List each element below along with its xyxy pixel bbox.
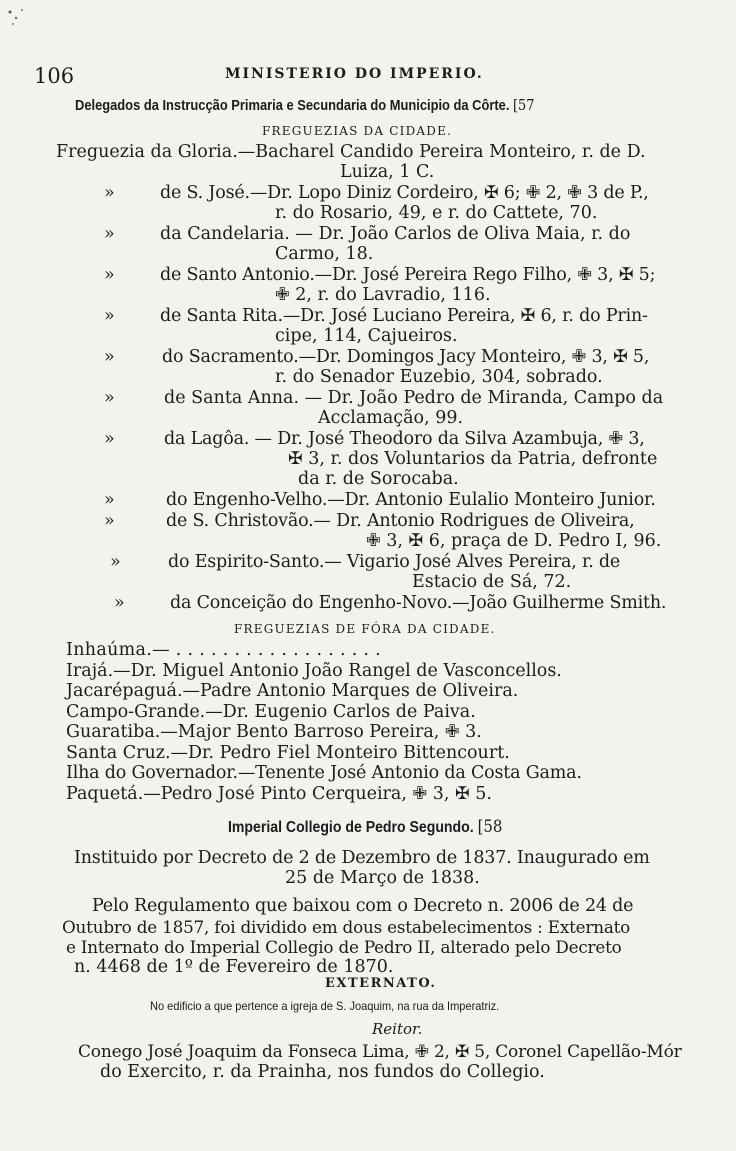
externato-heading: EXTERNATO. [325, 976, 437, 991]
city-line-5: Carmo, 18. [275, 244, 374, 264]
running-title: MINISTERIO DO IMPERIO. [225, 66, 484, 82]
ditto-mark: » [104, 429, 115, 449]
outside-line-4: Guaratiba.—Major Bento Barroso Pereira, ✙ 3. [66, 722, 482, 742]
city-line-18: de S. Christovão.— Dr. Antonio Rodrigues de Oliveira, [166, 511, 635, 531]
section-title [75, 96, 534, 114]
college-para2-line-0: Pelo Regulamento que baixou com o Decreto n. 2006 de 24 de [92, 896, 634, 916]
ditto-mark: » [104, 265, 115, 285]
city-line-4: da Candelaria. — Dr. João Carlos de Oliva Maia, r. do [160, 224, 631, 244]
ditto-mark: » [104, 511, 115, 531]
ditto-mark: » [104, 347, 115, 367]
city-line-15: ✠ 3, r. dos Voluntarios da Patria, defronte [288, 449, 658, 469]
city-line-17: do Engenho-Velho.—Dr. Antonio Eulalio Monteiro Junior. [166, 490, 656, 510]
ditto-mark: » [104, 490, 115, 510]
city-line-20: do Espirito-Santo.— Vigario José Alves Pereira, r. de [168, 552, 621, 572]
city-line-6: de Santo Antonio.—Dr. José Pereira Rego Filho, ✙ 3, ✠ 5; [160, 265, 656, 285]
city-line-11: r. do Senador Euzebio, 304, sobrado. [275, 367, 603, 387]
city-line-1: Luiza, 1 C. [340, 162, 435, 182]
outside-line-6: Ilha do Governador.—Tenente José Antonio da Costa Gama. [66, 763, 582, 783]
college-para2-line-1: Outubro de 1857, foi dividido em dous estabelecimentos : Externato [62, 917, 631, 937]
city-line-8: de Santa Rita.—Dr. José Luciano Pereira, ✠ 6, r. do Prin- [160, 306, 648, 326]
reitor-line-0: Conego José Joaquim da Fonseca Lima, ✙ 2, ✠ 5, Coronel Capellão-Mór [78, 1042, 682, 1062]
city-line-13: Acclamação, 99. [318, 408, 464, 428]
ditto-mark: » [110, 552, 121, 572]
ditto-mark: » [104, 388, 115, 408]
outside-line-3: Campo-Grande.—Dr. Eugenio Carlos de Paiva. [66, 702, 476, 722]
externato-note: No edificio a que pertence a igreja de S. Joaquim, na rua da Imperatriz. [150, 999, 500, 1013]
outside-line-5: Santa Cruz.—Dr. Pedro Fiel Monteiro Bittencourt. [66, 743, 510, 763]
college-para2-line-2: e Internato do Imperial Collegio de Pedro II, alterado pelo Decreto [66, 937, 622, 957]
outside-line-1: Irajá.—Dr. Miguel Antonio João Rangel de Vasconcellos. [66, 661, 562, 681]
college-number: [58 [477, 817, 503, 837]
city-line-2: de S. José.—Dr. Lopo Diniz Cordeiro, ✠ 6; ✙ 2, ✙ 3 de P., [160, 183, 649, 203]
outside-line-7: Paquetá.—Pedro José Pinto Cerqueira, ✙ 3, ✠ 5. [66, 784, 492, 804]
city-line-3: r. do Rosario, 49, e r. do Cattete, 70. [275, 203, 598, 223]
outside-parishes-heading: FREGUEZIAS DE FÓRA DA CIDADE. [234, 622, 496, 636]
section-title-text: Delegados da Instrucção Primaria e Secundaria do Municipio da Côrte. [75, 97, 510, 114]
city-line-10: do Sacramento.—Dr. Domingos Jacy Monteiro, ✙ 3, ✠ 5, [162, 347, 650, 367]
college-para1-line-0: Instituido por Decreto de 2 de Dezembro de 1837. Inaugurado em [74, 848, 650, 868]
ditto-mark: » [114, 593, 125, 613]
outside-line-0: Inhaúma.— . . . . . . . . . . . . . . . . . . [66, 640, 382, 660]
page-number: 106 [34, 64, 75, 88]
outside-line-2: Jacarépaguá.—Padre Antonio Marques de Oliveira. [66, 681, 519, 701]
city-line-0: Freguezia da Gloria.—Bacharel Candido Pereira Monteiro, r. de D. [56, 142, 646, 162]
ditto-mark: » [104, 224, 115, 244]
ink-speck-icon [2, 0, 42, 30]
city-line-16: da r. de Sorocaba. [298, 469, 459, 489]
city-parishes-heading: FREGUEZIAS DA CIDADE. [262, 124, 453, 138]
city-line-9: cipe, 114, Cajueiros. [275, 326, 458, 346]
reitor-label: Reitor. [372, 1020, 423, 1038]
college-para2-line-3: n. 4468 de 1º de Fevereiro de 1870. [74, 957, 394, 977]
section-number: [57 [513, 96, 535, 114]
ditto-mark: » [104, 306, 115, 326]
city-line-12: de Santa Anna. — Dr. João Pedro de Miranda, Campo da [164, 388, 664, 408]
college-para1-line-1: 25 de Março de 1838. [285, 868, 480, 888]
college-title-text: Imperial Collegio de Pedro Segundo. [228, 819, 474, 836]
reitor-line-1: do Exercito, r. da Prainha, nos fundos do Collegio. [100, 1062, 545, 1082]
city-line-14: da Lagôa. — Dr. José Theodoro da Silva Azambuja, ✙ 3, [164, 429, 645, 449]
city-line-22: da Conceição do Engenho-Novo.—João Guilherme Smith. [170, 593, 667, 613]
ditto-mark: » [104, 183, 115, 203]
city-line-21: Estacio de Sá, 72. [412, 572, 572, 592]
city-line-7: ✙ 2, r. do Lavradio, 116. [275, 285, 491, 305]
city-line-19: ✙ 3, ✠ 6, praça de D. Pedro I, 96. [366, 531, 662, 551]
college-title [228, 817, 502, 837]
